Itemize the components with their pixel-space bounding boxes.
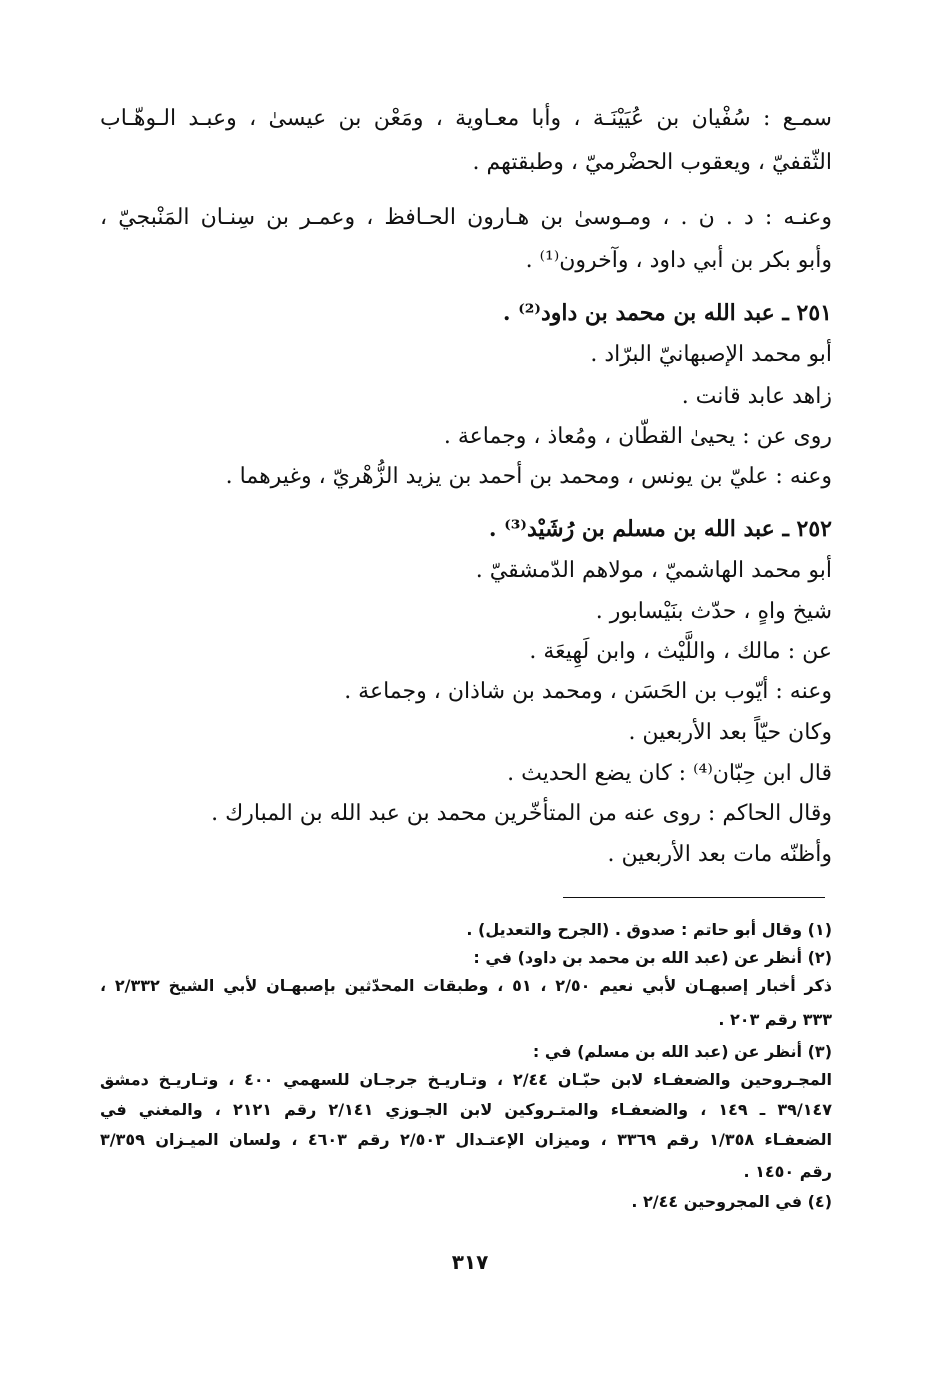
- entry-title-251: ٢٥١ ـ عبد الله بن محمد بن داود⁽²⁾ .: [502, 300, 832, 326]
- text-line: شيخ واهٍ ، حدّث بنَيْسابور .: [595, 599, 832, 624]
- text-line: وعنه : عليّ بن يونس ، ومحمد بن أحمد بن يزيد الزُّهْريّ ، وغيرهما .: [225, 464, 832, 489]
- text-line: وأبو بكر بن أبي داود ، وآخرون⁽¹⁾ .: [525, 248, 832, 273]
- text-line: زاهد عابد قانت .: [681, 384, 832, 409]
- footnote-line: رقم ١٤٥٠ .: [743, 1162, 832, 1181]
- text-line: وقال الحاكم : روى عنه من المتأخّرين محمد بن عبد الله بن المبارك .: [211, 801, 832, 826]
- text-line: وكان حيّاً بعد الأربعين .: [628, 720, 832, 745]
- text-line: وعنـه : د . ن . ، ومـوسىٰ بن هـارون الحـافظ ، وعمـر بن سِنـان المَنْبجيّ ،: [100, 205, 832, 230]
- footnote-line: ذكر أخبار إصبهـان لأبي نعيم ٢/٥٠ ، ٥١ ، وطبقات المحدّثين بإصبهـان لأبي الشيخ ٢/٣٣٢ ،: [100, 976, 833, 995]
- footnote-line: ٣٣٣ رقم ٢٠٣ .: [718, 1010, 832, 1029]
- text-line: وأظنّه مات بعد الأربعين .: [607, 842, 832, 867]
- footnote-line: (٤) في المجروحين ٢/٤٤ .: [631, 1192, 832, 1211]
- footnote-line: المجـروحين والضعفـاء لابن حبّـان ٢/٤٤ ، وتـاريـخ جرجـان للسهمي ٤٠٠ ، وتـاريـخ دمشق: [100, 1070, 833, 1089]
- text-line: عن : مالك ، واللَّيْث ، وابن لَهِيعَة .: [529, 639, 832, 664]
- page-number: ٣١٧: [451, 1250, 489, 1274]
- text-line: سمـع : سُفْيان بن عُيَيْنَـة ، وأبا معـاوية ، ومَعْن بن عيسىٰ ، وعبـد الـوهّـاب: [100, 106, 832, 131]
- text-line: قال ابن حِبّان⁽⁴⁾ : كان يضع الحديث .: [507, 761, 832, 786]
- text-line: وعنه : أيّوب بن الحَسَن ، ومحمد بن شاذان ، وجماعة .: [344, 679, 832, 704]
- footnote-line: (٢) أنظر عن (عبد الله بن محمد بن داود) في :: [473, 948, 832, 967]
- text-line: أبو محمد الإصبهانيّ البرّاد .: [590, 342, 832, 367]
- footnote-line: (٣) أنظر عن (عبد الله بن مسلم) في :: [532, 1042, 832, 1061]
- footnote-line: الضعفـاء ١/٣٥٨ رقم ٣٣٦٩ ، وميزان الإعتـدال ٢/٥٠٣ رقم ٤٦٠٣ ، ولسان الميـزان ٣/٣٥٩: [100, 1130, 833, 1149]
- entry-title-252: ٢٥٢ ـ عبد الله بن مسلم بن رُشَيْد⁽³⁾ .: [488, 516, 832, 542]
- footnote-line: (١) وقال أبو حاتم : صدوق . (الجرح والتعديل) .: [466, 920, 832, 939]
- footnote-line: ٣٩/١٤٧ ـ ١٤٩ ، والضعفـاء والمتـروكين لابن الجـوزي ٢/١٤١ رقم ٢١٢١ ، والمغني في: [100, 1100, 833, 1119]
- text-line: أبو محمد الهاشميّ ، مولاهم الدّمشقيّ .: [475, 558, 832, 583]
- text-line: روى عن : يحيىٰ القطّان ، ومُعاذ ، وجماعة .: [443, 424, 832, 449]
- text-line: الثّقفيّ ، ويعقوب الحضْرميّ ، وطبقتهم .: [472, 150, 832, 175]
- footnote-separator: [563, 897, 825, 898]
